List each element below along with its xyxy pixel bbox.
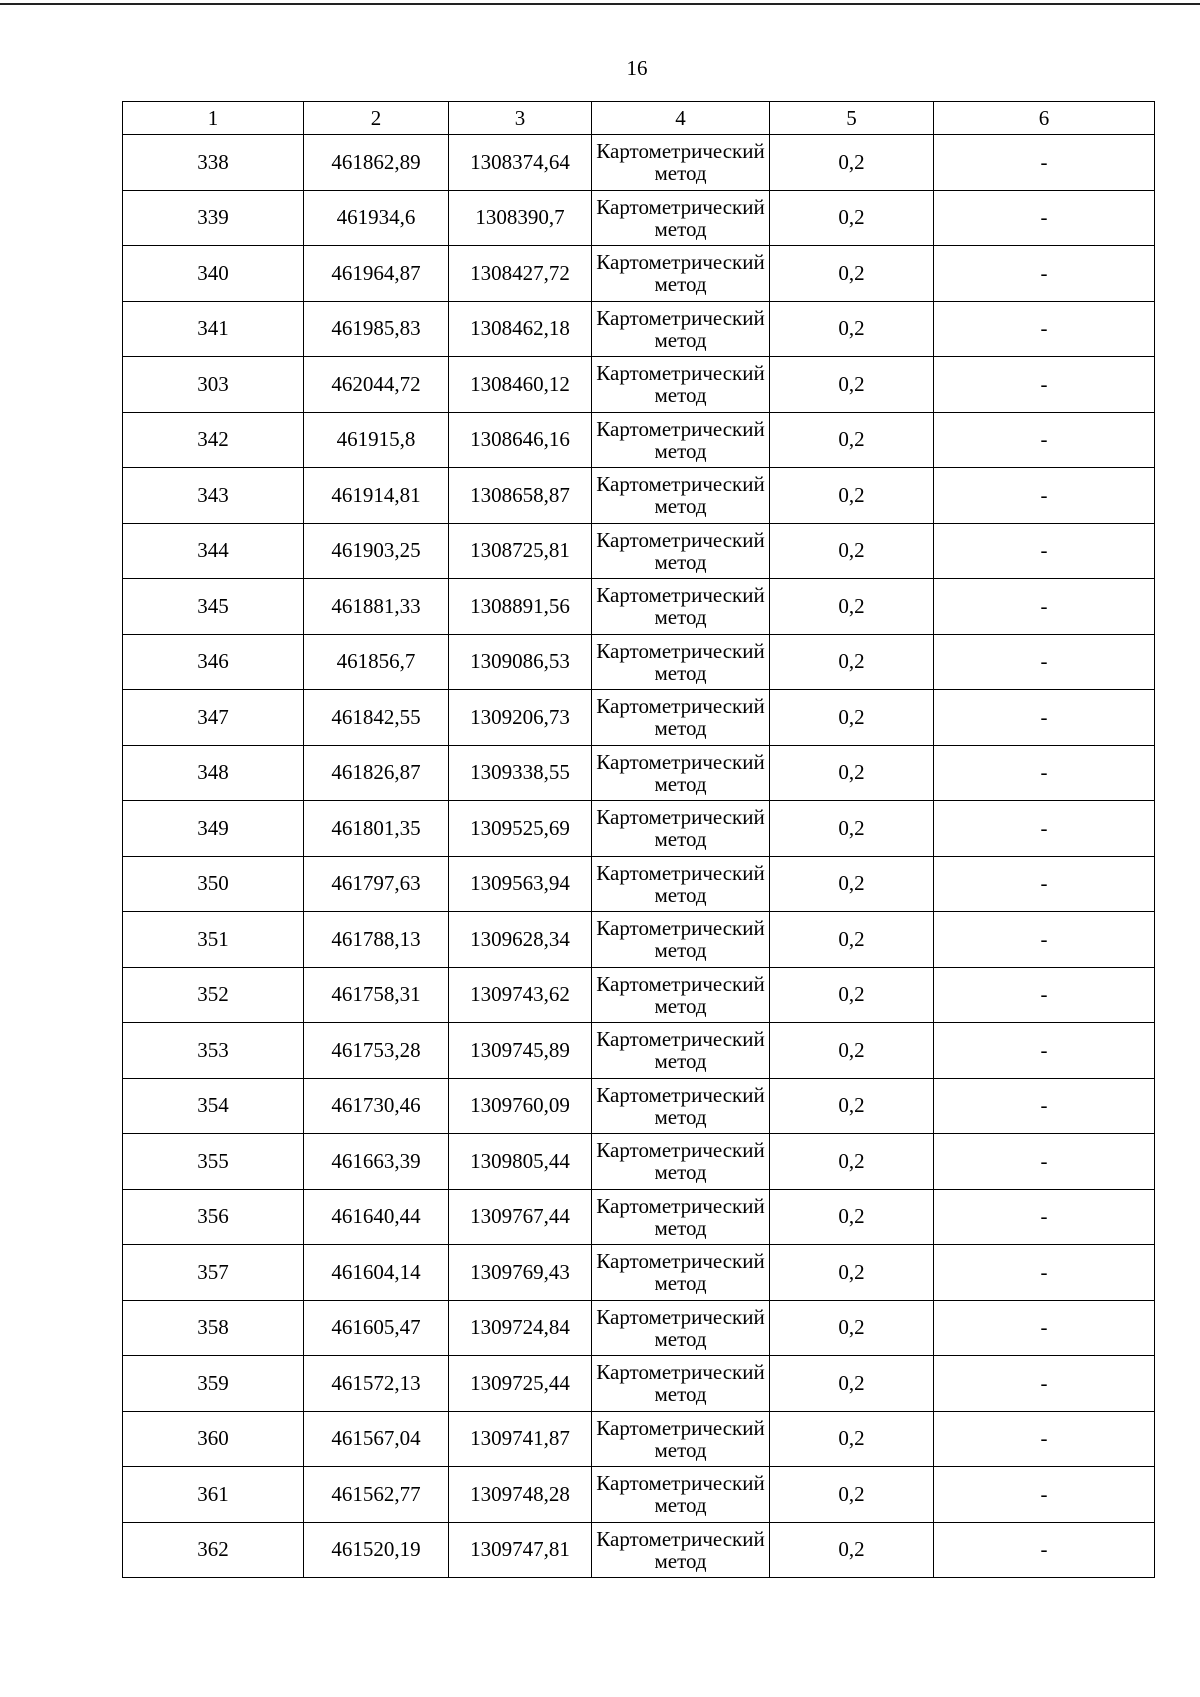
- y-coordinate-cell: 1309206,73: [449, 690, 592, 746]
- column-header: 6: [934, 102, 1155, 135]
- accuracy-cell: 0,2: [770, 856, 934, 912]
- accuracy-cell: 0,2: [770, 1078, 934, 1134]
- method-cell: [592, 1356, 770, 1412]
- point-number-cell: 303: [123, 357, 304, 413]
- point-number-cell: 351: [123, 912, 304, 968]
- method-line1: Картометрический: [596, 194, 765, 219]
- description-cell: -: [934, 579, 1155, 635]
- method-line1: Картометрический: [596, 416, 765, 441]
- method-line1: Картометрический: [596, 583, 765, 608]
- method-line1: Картометрический: [596, 472, 765, 497]
- accuracy-cell: 0,2: [770, 135, 934, 191]
- accuracy-cell: 0,2: [770, 468, 934, 524]
- method-line2: метод: [654, 1548, 707, 1573]
- method-cell: [592, 135, 770, 191]
- method-line1: Картометрический: [596, 638, 765, 663]
- point-number-cell: 345: [123, 579, 304, 635]
- point-number-cell: 355: [123, 1134, 304, 1190]
- description-cell: -: [934, 690, 1155, 746]
- method-line1: Картометрический: [596, 916, 765, 941]
- point-number-cell: 339: [123, 190, 304, 246]
- method-cell: [592, 1189, 770, 1245]
- column-header: 3: [449, 102, 592, 135]
- method-cell: [592, 745, 770, 801]
- table-row: [123, 1356, 1155, 1412]
- method-cell: [592, 1023, 770, 1079]
- method-line2: метод: [654, 882, 707, 907]
- method-line2: метод: [654, 605, 707, 630]
- method-cell: [592, 523, 770, 579]
- accuracy-cell: 0,2: [770, 1245, 934, 1301]
- method-line1: Картометрический: [596, 1082, 765, 1107]
- method-line2: метод: [654, 660, 707, 685]
- y-coordinate-cell: 1309748,28: [449, 1467, 592, 1523]
- accuracy-cell: 0,2: [770, 745, 934, 801]
- y-coordinate-cell: 1308891,56: [449, 579, 592, 635]
- description-cell: -: [934, 912, 1155, 968]
- method-cell: [592, 301, 770, 357]
- x-coordinate-cell: 461730,46: [304, 1078, 449, 1134]
- method-line2: метод: [654, 716, 707, 741]
- x-coordinate-cell: 461842,55: [304, 690, 449, 746]
- method-cell: [592, 801, 770, 857]
- method-line2: метод: [654, 1437, 707, 1462]
- method-line1: Картометрический: [596, 1415, 765, 1440]
- x-coordinate-cell: 461797,63: [304, 856, 449, 912]
- accuracy-cell: 0,2: [770, 579, 934, 635]
- accuracy-cell: 0,2: [770, 246, 934, 302]
- x-coordinate-cell: 461567,04: [304, 1411, 449, 1467]
- method-cell: [592, 1078, 770, 1134]
- method-line2: метод: [654, 1382, 707, 1407]
- x-coordinate-cell: 461604,14: [304, 1245, 449, 1301]
- description-cell: -: [934, 1300, 1155, 1356]
- table-row: [123, 468, 1155, 524]
- description-cell: -: [934, 1134, 1155, 1190]
- x-coordinate-cell: 462044,72: [304, 357, 449, 413]
- description-cell: -: [934, 1467, 1155, 1523]
- description-cell: -: [934, 856, 1155, 912]
- description-cell: -: [934, 357, 1155, 413]
- method-line2: метод: [654, 549, 707, 574]
- y-coordinate-cell: 1309745,89: [449, 1023, 592, 1079]
- method-cell: [592, 246, 770, 302]
- method-line2: метод: [654, 494, 707, 519]
- table-row: [123, 301, 1155, 357]
- table-header-row: [123, 102, 1155, 135]
- accuracy-cell: 0,2: [770, 1356, 934, 1412]
- method-line1: Картометрический: [596, 749, 765, 774]
- method-line2: метод: [654, 438, 707, 463]
- point-number-cell: 347: [123, 690, 304, 746]
- point-number-cell: 343: [123, 468, 304, 524]
- x-coordinate-cell: 461788,13: [304, 912, 449, 968]
- description-cell: -: [934, 1411, 1155, 1467]
- accuracy-cell: 0,2: [770, 801, 934, 857]
- description-cell: -: [934, 1522, 1155, 1578]
- table-row: [123, 1023, 1155, 1079]
- y-coordinate-cell: 1309086,53: [449, 634, 592, 690]
- accuracy-cell: 0,2: [770, 690, 934, 746]
- table-row: [123, 523, 1155, 579]
- method-line2: метод: [654, 771, 707, 796]
- description-cell: -: [934, 1078, 1155, 1134]
- table-row: [123, 1467, 1155, 1523]
- point-number-cell: 352: [123, 967, 304, 1023]
- x-coordinate-cell: 461985,83: [304, 301, 449, 357]
- accuracy-cell: 0,2: [770, 1023, 934, 1079]
- x-coordinate-cell: 461826,87: [304, 745, 449, 801]
- table-row: [123, 579, 1155, 635]
- method-line1: Картометрический: [596, 1304, 765, 1329]
- method-cell: [592, 967, 770, 1023]
- y-coordinate-cell: 1309724,84: [449, 1300, 592, 1356]
- method-line2: метод: [654, 993, 707, 1018]
- method-line2: метод: [654, 938, 707, 963]
- y-coordinate-cell: 1308390,7: [449, 190, 592, 246]
- point-number-cell: 360: [123, 1411, 304, 1467]
- y-coordinate-cell: 1308427,72: [449, 246, 592, 302]
- method-line2: метод: [654, 1271, 707, 1296]
- table-row: [123, 412, 1155, 468]
- description-cell: -: [934, 523, 1155, 579]
- table-row: [123, 357, 1155, 413]
- column-header: 1: [123, 102, 304, 135]
- method-line2: метод: [654, 1493, 707, 1518]
- x-coordinate-cell: 461801,35: [304, 801, 449, 857]
- method-cell: [592, 912, 770, 968]
- table-row: [123, 690, 1155, 746]
- accuracy-cell: 0,2: [770, 412, 934, 468]
- accuracy-cell: 0,2: [770, 1522, 934, 1578]
- y-coordinate-cell: 1309760,09: [449, 1078, 592, 1134]
- point-number-cell: 340: [123, 246, 304, 302]
- description-cell: -: [934, 468, 1155, 524]
- method-line2: метод: [654, 327, 707, 352]
- table-row: [123, 745, 1155, 801]
- method-line1: Картометрический: [596, 361, 765, 386]
- point-number-cell: 353: [123, 1023, 304, 1079]
- y-coordinate-cell: 1308460,12: [449, 357, 592, 413]
- description-cell: -: [934, 246, 1155, 302]
- method-cell: [592, 1467, 770, 1523]
- y-coordinate-cell: 1308374,64: [449, 135, 592, 191]
- description-cell: -: [934, 1189, 1155, 1245]
- y-coordinate-cell: 1309767,44: [449, 1189, 592, 1245]
- x-coordinate-cell: 461862,89: [304, 135, 449, 191]
- accuracy-cell: 0,2: [770, 357, 934, 413]
- description-cell: -: [934, 967, 1155, 1023]
- coordinates-table: [122, 101, 1155, 1578]
- method-cell: [592, 856, 770, 912]
- accuracy-cell: 0,2: [770, 1189, 934, 1245]
- description-cell: -: [934, 1356, 1155, 1412]
- description-cell: -: [934, 412, 1155, 468]
- method-line1: Картометрический: [596, 1138, 765, 1163]
- x-coordinate-cell: 461914,81: [304, 468, 449, 524]
- method-line2: метод: [654, 827, 707, 852]
- x-coordinate-cell: 461663,39: [304, 1134, 449, 1190]
- point-number-cell: 359: [123, 1356, 304, 1412]
- y-coordinate-cell: 1309525,69: [449, 801, 592, 857]
- method-line1: Картометрический: [596, 1360, 765, 1385]
- y-coordinate-cell: 1309563,94: [449, 856, 592, 912]
- description-cell: -: [934, 634, 1155, 690]
- method-line2: метод: [654, 1326, 707, 1351]
- x-coordinate-cell: 461903,25: [304, 523, 449, 579]
- y-coordinate-cell: 1308658,87: [449, 468, 592, 524]
- table-body: [123, 135, 1155, 1578]
- description-cell: -: [934, 1023, 1155, 1079]
- description-cell: -: [934, 745, 1155, 801]
- accuracy-cell: 0,2: [770, 1300, 934, 1356]
- point-number-cell: 349: [123, 801, 304, 857]
- y-coordinate-cell: 1309741,87: [449, 1411, 592, 1467]
- table-row: [123, 190, 1155, 246]
- column-header: 5: [770, 102, 934, 135]
- y-coordinate-cell: 1308725,81: [449, 523, 592, 579]
- method-cell: [592, 1245, 770, 1301]
- point-number-cell: 342: [123, 412, 304, 468]
- method-cell: [592, 468, 770, 524]
- method-line1: Картометрический: [596, 860, 765, 885]
- x-coordinate-cell: 461915,8: [304, 412, 449, 468]
- page-number: 16: [626, 56, 648, 80]
- accuracy-cell: 0,2: [770, 1411, 934, 1467]
- method-line1: Картометрический: [596, 139, 765, 164]
- method-line2: метод: [654, 216, 707, 241]
- x-coordinate-cell: 461562,77: [304, 1467, 449, 1523]
- point-number-cell: 361: [123, 1467, 304, 1523]
- method-line2: метод: [654, 1104, 707, 1129]
- x-coordinate-cell: 461758,31: [304, 967, 449, 1023]
- point-number-cell: 358: [123, 1300, 304, 1356]
- y-coordinate-cell: 1309805,44: [449, 1134, 592, 1190]
- y-coordinate-cell: 1309747,81: [449, 1522, 592, 1578]
- table-row: [123, 1300, 1155, 1356]
- method-cell: [592, 634, 770, 690]
- accuracy-cell: 0,2: [770, 967, 934, 1023]
- point-number-cell: 354: [123, 1078, 304, 1134]
- accuracy-cell: 0,2: [770, 634, 934, 690]
- point-number-cell: 348: [123, 745, 304, 801]
- table-row: [123, 856, 1155, 912]
- table-row: [123, 1134, 1155, 1190]
- accuracy-cell: 0,2: [770, 301, 934, 357]
- method-line2: метод: [654, 1215, 707, 1240]
- method-cell: [592, 1411, 770, 1467]
- accuracy-cell: 0,2: [770, 523, 934, 579]
- table-row: [123, 967, 1155, 1023]
- x-coordinate-cell: 461934,6: [304, 190, 449, 246]
- method-line1: Картометрический: [596, 305, 765, 330]
- method-cell: [592, 1300, 770, 1356]
- x-coordinate-cell: 461520,19: [304, 1522, 449, 1578]
- table-row: [123, 634, 1155, 690]
- column-header: 4: [592, 102, 770, 135]
- method-line1: Картометрический: [596, 1193, 765, 1218]
- method-cell: [592, 412, 770, 468]
- method-line2: метод: [654, 1160, 707, 1185]
- x-coordinate-cell: 461964,87: [304, 246, 449, 302]
- column-header: 2: [304, 102, 449, 135]
- method-line1: Картометрический: [596, 527, 765, 552]
- method-line1: Картометрический: [596, 1526, 765, 1551]
- description-cell: -: [934, 1245, 1155, 1301]
- y-coordinate-cell: 1309725,44: [449, 1356, 592, 1412]
- description-cell: -: [934, 135, 1155, 191]
- method-line1: Картометрический: [596, 250, 765, 275]
- x-coordinate-cell: 461605,47: [304, 1300, 449, 1356]
- y-coordinate-cell: 1308646,16: [449, 412, 592, 468]
- accuracy-cell: 0,2: [770, 912, 934, 968]
- table-row: [123, 1411, 1155, 1467]
- method-cell: [592, 1522, 770, 1578]
- point-number-cell: 338: [123, 135, 304, 191]
- y-coordinate-cell: 1309743,62: [449, 967, 592, 1023]
- point-number-cell: 346: [123, 634, 304, 690]
- point-number-cell: 362: [123, 1522, 304, 1578]
- point-number-cell: 356: [123, 1189, 304, 1245]
- y-coordinate-cell: 1309628,34: [449, 912, 592, 968]
- accuracy-cell: 0,2: [770, 1134, 934, 1190]
- top-border-line: [0, 3, 1200, 5]
- table-row: [123, 1189, 1155, 1245]
- y-coordinate-cell: 1309769,43: [449, 1245, 592, 1301]
- method-line2: метод: [654, 1049, 707, 1074]
- point-number-cell: 350: [123, 856, 304, 912]
- table-row: [123, 801, 1155, 857]
- x-coordinate-cell: 461856,7: [304, 634, 449, 690]
- description-cell: -: [934, 301, 1155, 357]
- method-line1: Картометрический: [596, 805, 765, 830]
- method-cell: [592, 1134, 770, 1190]
- x-coordinate-cell: 461572,13: [304, 1356, 449, 1412]
- point-number-cell: 357: [123, 1245, 304, 1301]
- x-coordinate-cell: 461881,33: [304, 579, 449, 635]
- x-coordinate-cell: 461753,28: [304, 1023, 449, 1079]
- table-row: [123, 135, 1155, 191]
- y-coordinate-cell: 1308462,18: [449, 301, 592, 357]
- method-line1: Картометрический: [596, 1027, 765, 1052]
- table-row: [123, 912, 1155, 968]
- description-cell: -: [934, 190, 1155, 246]
- table-row: [123, 1522, 1155, 1578]
- method-cell: [592, 690, 770, 746]
- y-coordinate-cell: 1309338,55: [449, 745, 592, 801]
- method-line1: Картометрический: [596, 1249, 765, 1274]
- point-number-cell: 341: [123, 301, 304, 357]
- method-line1: Картометрический: [596, 971, 765, 996]
- method-line2: метод: [654, 272, 707, 297]
- method-line2: метод: [654, 383, 707, 408]
- method-cell: [592, 579, 770, 635]
- method-cell: [592, 190, 770, 246]
- description-cell: -: [934, 801, 1155, 857]
- accuracy-cell: 0,2: [770, 190, 934, 246]
- method-line2: метод: [654, 161, 707, 186]
- method-line1: Картометрический: [596, 694, 765, 719]
- method-cell: [592, 357, 770, 413]
- table-row: [123, 1078, 1155, 1134]
- method-line1: Картометрический: [596, 1471, 765, 1496]
- accuracy-cell: 0,2: [770, 1467, 934, 1523]
- table-row: [123, 246, 1155, 302]
- x-coordinate-cell: 461640,44: [304, 1189, 449, 1245]
- table-row: [123, 1245, 1155, 1301]
- point-number-cell: 344: [123, 523, 304, 579]
